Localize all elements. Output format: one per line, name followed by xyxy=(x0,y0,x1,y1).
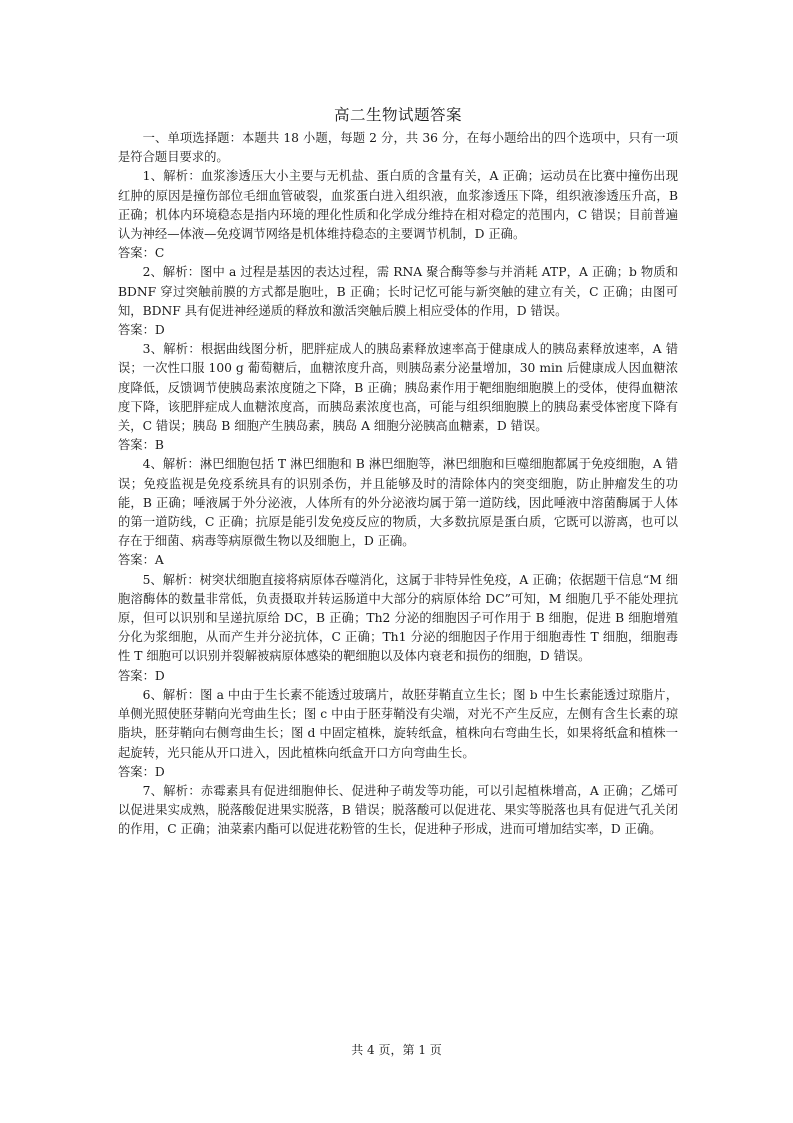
question-4-analysis: 4、解析：淋巴细胞包括 T 淋巴细胞和 B 淋巴细胞等，淋巴细胞和巨噬细胞都属于免疫细胞，A 错误；免疫监视是免疫系统具有的识别杀伤，并且能够及时的清除体内的突变细胞，防止肿瘤发生的功能，B 正确；唾液属于外分泌液，人体所有的外分泌液均属于第一道防线，因此唾液中溶菌酶属于人体的第一道防线，C 正确；抗原是能引发免疫反应的物质，大多数抗原是蛋白质，它既可以游离，也可以存在于细菌、病毒等病原微生物以及细胞上，D 正确。 xyxy=(118,457,678,549)
question-5-analysis: 5、解析：树突状细胞直接将病原体吞噬消化，这属于非特异性免疫，A 正确；依据题干信息“M 细胞溶酶体的数量非常低，负责摄取并转运肠道中大部分的病原体给 DC”可知，M 细胞几乎不能处理抗原，但可以识别和呈递抗原给 DC，B 正确；Th2 分泌的细胞因子可作用于 B 细胞，促进 B 细胞增殖分化为浆细胞，从而产生并分泌抗体，C 正确；Th1 分泌的细胞因子作用于细胞毒性 T 细胞，细胞毒性 T 细胞可以识别并裂解被病原体感染的靶细胞以及体内衰老和损伤的细胞，D 错误。 xyxy=(118,572,678,664)
section-heading: 一、单项选择题：本题共 18 小题，每题 2 分，共 36 分，在每小题给出的四个选项中，只有一项是符合题目要求的。 xyxy=(118,131,678,165)
document-page xyxy=(118,104,678,840)
question-3-analysis: 3、解析：根据曲线图分析，肥胖症成人的胰岛素释放速率高于健康成人的胰岛素释放速率，A 错误；一次性口服 100 g 葡萄糖后，血糖浓度升高，则胰岛素分泌量增加，30 min 后健康成人因血糖浓度降低，反馈调节使胰岛素浓度随之下降，B 正确；胰岛素作用于靶细胞细胞膜上的受体，使得血糖浓度下降，该肥胖症成人血糖浓度高，而胰岛素浓度也高，可能与组织细胞膜上的胰岛素受体密度下降有关，C 错误；胰岛 B 细胞产生胰岛素，胰岛 A 细胞分泌胰高血糖素，D 错误。 xyxy=(118,342,678,434)
question-4-answer: 答案：A xyxy=(118,553,164,568)
question-5-answer: 答案：D xyxy=(118,668,165,683)
question-2-answer: 答案：D xyxy=(118,323,165,338)
question-3-answer: 答案：B xyxy=(118,438,164,453)
question-1-analysis: 1、解析：血浆渗透压大小主要与无机盐、蛋白质的含量有关，A 正确；运动员在比赛中撞伤出现红肿的原因是撞伤部位毛细血管破裂，血浆蛋白进入组织液，血浆渗透压下降，组织液渗透压升高，B 正确；机体内环境稳态是指内环境的理化性质和化学成分维持在相对稳定的范围内，C 错误；目前普遍认为神经—体液—免疫调节网络是机体维持稳态的主要调节机制，D 正确。 xyxy=(118,169,678,242)
page-footer: 共 4 页，第 1 页 xyxy=(351,1043,442,1057)
question-1-answer: 答案：C xyxy=(118,246,165,261)
question-7-analysis: 7、解析：赤霉素具有促进细胞伸长、促进种子萌发等功能，可以引起植株增高，A 正确；乙烯可以促进果实成熟，脱落酸促进果实脱落，B 错误；脱落酸可以促进花、果实等脱落也具有促进气孔关闭的作用，C 正确；油菜素内酯可以促进花粉管的生长，促进种子形成，进而可增加结实率，D 正确。 xyxy=(118,783,678,837)
document-title: 高二生物试题答案 xyxy=(333,106,462,124)
question-6-analysis: 6、解析：图 a 中由于生长素不能透过玻璃片，故胚芽鞘直立生长；图 b 中生长素能透过琼脂片，单侧光照使胚芽鞘向光弯曲生长；图 c 中由于胚芽鞘没有尖端，对光不产生反应，左侧有含生长素的琼脂块，胚芽鞘向右侧弯曲生长；图 d 中固定植株，旋转纸盒，植株向右弯曲生长，如果将纸盒和植株一起旋转，光只能从开口进入，因此植株向纸盒开口方向弯曲生长。 xyxy=(118,687,678,760)
question-6-answer: 答案：D xyxy=(118,764,165,779)
question-2-analysis: 2、解析：图中 a 过程是基因的表达过程，需 RNA 聚合酶等参与并消耗 ATP，A 正确；b 物质和 BDNF 穿过突触前膜的方式都是胞吐，B 正确；长时记忆可能与新突触的建立有关，C 正确；由图可知，BDNF 具有促进神经递质的释放和激活突触后膜上相应受体的作用，D 错误。 xyxy=(118,265,678,318)
